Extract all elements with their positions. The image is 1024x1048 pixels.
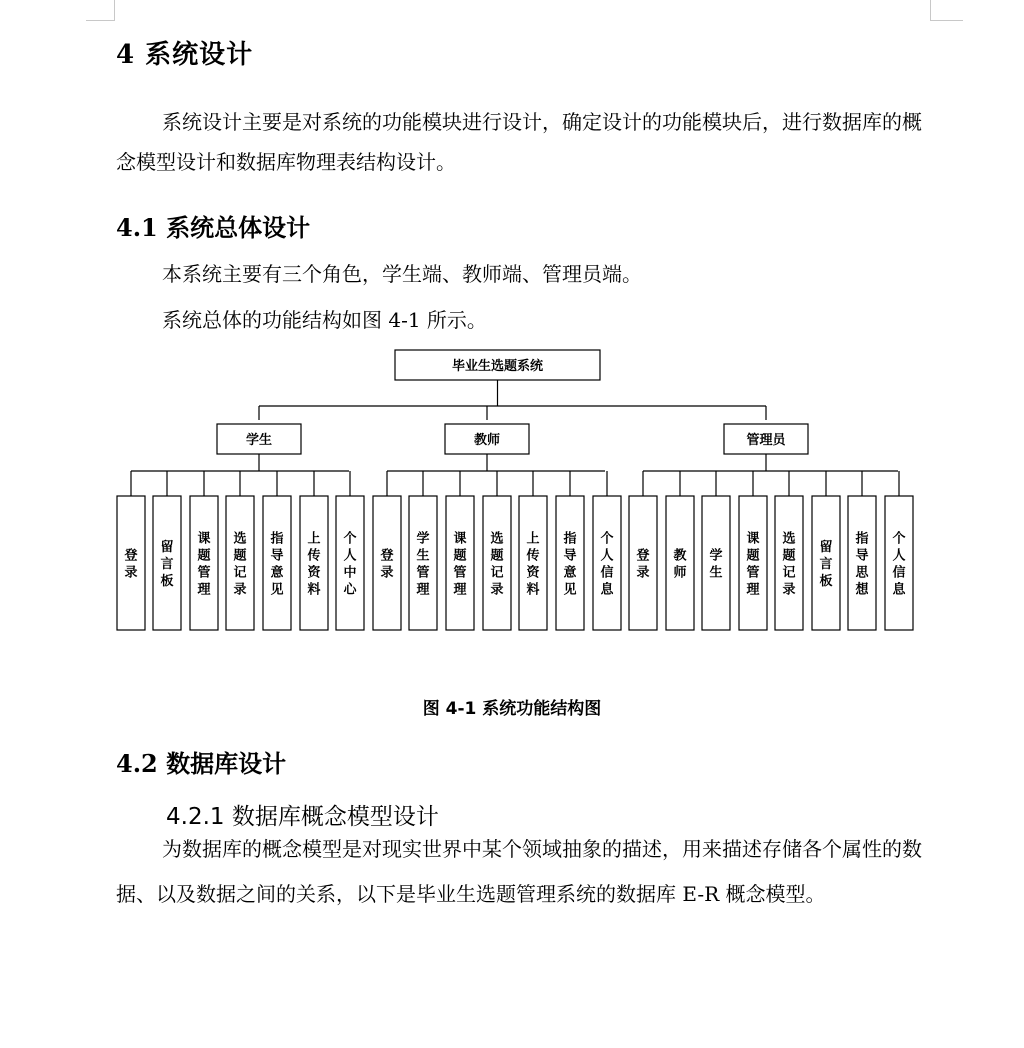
group-node-2-label: 管理员 — [746, 433, 786, 448]
group-node-1-label: 教师 — [473, 433, 501, 448]
leaf-label: 选题记录 — [490, 531, 504, 598]
leaf-label: 学生 — [709, 548, 723, 581]
leaf-node — [190, 496, 218, 630]
figure-caption: 图 4-1 系统功能结构图 — [422, 699, 602, 719]
leaf-label: 上传资料 — [526, 531, 540, 598]
leaf-label: 教师 — [673, 548, 687, 581]
leaf-label: 个人中心 — [343, 531, 357, 598]
group-node-0 — [217, 424, 301, 454]
leaf-node — [666, 496, 694, 630]
leaf-label: 登录 — [380, 548, 394, 581]
leaf-label: 上传资料 — [307, 531, 321, 598]
root-node-label: 毕业生选题系统 — [451, 359, 544, 374]
leaf-node — [446, 496, 474, 630]
leaf-node — [409, 496, 437, 630]
leaf-node — [117, 496, 145, 630]
leaf-label: 课题管理 — [453, 531, 467, 598]
crop-mark-top-left — [86, 0, 115, 21]
section-heading-overall: 4.1 系统总体设计 — [116, 213, 311, 242]
concept-model-paragraph: 为数据库的概念模型是对现实世界中某个领域抽象的描述，用来描述存储各个属性的数据、以及数据之间的关系，以下是毕业生选题管理系统的数据库 E-R 概念模型。 — [116, 837, 922, 906]
leaf-node — [263, 496, 291, 630]
leaf-node — [775, 496, 803, 630]
subsection-heading-concept-model: 4.2.1 数据库概念模型设计 — [166, 804, 439, 830]
leaf-node — [812, 496, 840, 630]
leaf-node — [336, 496, 364, 630]
crop-mark-top-right — [930, 0, 963, 21]
function-structure-diagram — [0, 340, 1024, 640]
leaf-node — [739, 496, 767, 630]
section-heading-database: 4.2 数据库设计 — [116, 749, 287, 778]
leaf-node — [300, 496, 328, 630]
group-node-2 — [724, 424, 808, 454]
leaf-node — [519, 496, 547, 630]
figure-reference-text: 系统总体的功能结构如图 4-1 所示。 — [162, 308, 487, 332]
leaf-label: 登录 — [636, 548, 650, 581]
leaf-node — [556, 496, 584, 630]
leaf-label: 指导意见 — [563, 531, 577, 598]
leaf-label: 留言板 — [160, 540, 174, 589]
leaf-label: 指导意见 — [270, 531, 284, 598]
leaf-label: 学生管理 — [416, 531, 430, 598]
leaf-node — [848, 496, 876, 630]
root-node — [395, 350, 600, 380]
leaf-label: 选题记录 — [233, 531, 247, 598]
leaf-label: 课题管理 — [746, 531, 760, 598]
group-node-1 — [445, 424, 529, 454]
leaf-node — [226, 496, 254, 630]
roles-text: 本系统主要有三个角色，学生端、教师端、管理员端。 — [162, 262, 642, 286]
intro-paragraph: 系统设计主要是对系统的功能模块进行设计，确定设计的功能模块后，进行数据库的概念模型设计和数据库物理表结构设计。 — [116, 110, 922, 174]
leaf-label: 个人信息 — [600, 531, 614, 598]
leaf-label: 选题记录 — [782, 531, 796, 598]
leaf-label: 课题管理 — [197, 531, 211, 598]
leaf-label: 个人信息 — [892, 531, 906, 598]
leaf-node — [885, 496, 913, 630]
leaf-label: 登录 — [124, 548, 138, 581]
leaf-node — [629, 496, 657, 630]
leaf-label: 留言板 — [819, 540, 833, 589]
leaf-node — [373, 496, 401, 630]
leaf-node — [153, 496, 181, 630]
group-node-0-label: 学生 — [245, 433, 273, 448]
leaf-node — [593, 496, 621, 630]
chapter-heading: 4 系统设计 — [116, 40, 254, 70]
leaf-node — [702, 496, 730, 630]
leaf-node — [483, 496, 511, 630]
leaf-label: 指导思想 — [855, 531, 869, 598]
